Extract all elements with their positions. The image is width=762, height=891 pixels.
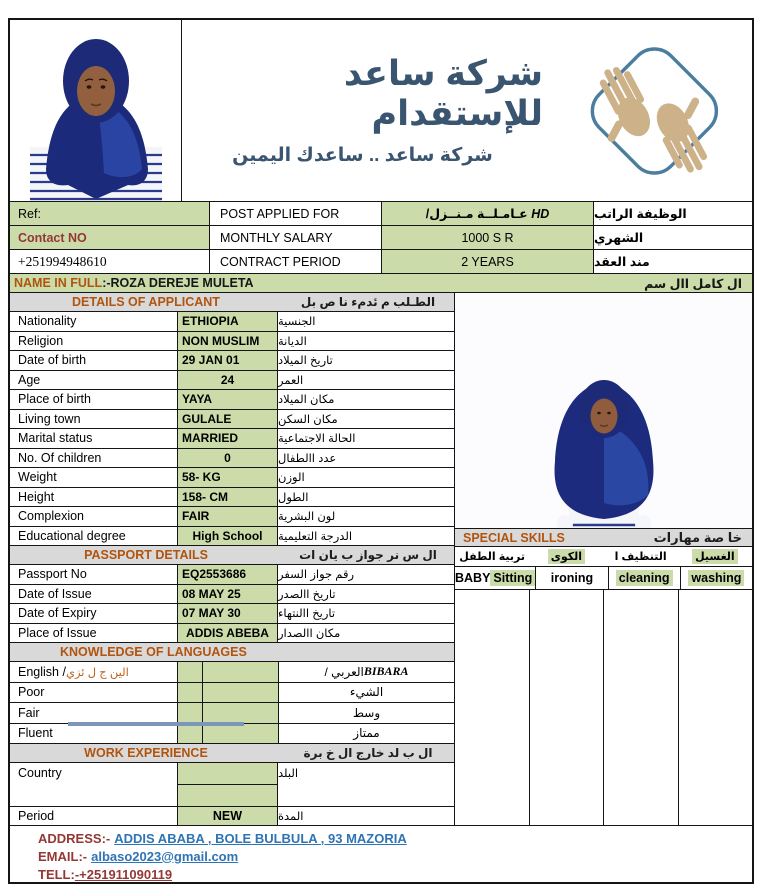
complexion-label: Complexion [10,507,178,526]
special-skills-title-ar: خا صة مهارات [653,529,742,545]
name-value: :-ROZA DEREJE MULETA [102,276,254,290]
contact-no-value: +251994948610 [10,250,210,273]
skill-check-cell[interactable] [604,590,679,825]
living-town-label-ar: مكان السكن [278,413,338,426]
post-applied-value-ar: عـامـلــة مـنــزل/ [425,207,528,221]
skill-washing [681,567,752,589]
weight-value: 58- KG [178,468,278,487]
skill-cleaning-label-ar: التنظيف ا [614,551,667,563]
marital-status-value: MARRIED [178,429,278,448]
nationality-label: Nationality [10,312,178,331]
living-town-value: GULALE [178,410,278,429]
full-body-photo-illustration [455,293,752,528]
table-row [10,807,454,825]
skill-baby-prefix: BABY [455,571,491,585]
passport-no-label-ar: رقم جواز السفر [278,569,355,582]
country-label: Country [10,763,178,806]
table-row [10,662,454,683]
nationality-label-ar: الجنسية [278,316,316,329]
table-row [10,371,454,391]
issue-date-label: Date of Issue [10,585,178,604]
post-applied-value-latin: HD [531,206,550,221]
country-value-cell[interactable] [178,785,277,806]
contract-period-label: CONTRACT PERIOD [210,250,382,273]
english-language-label [10,662,178,682]
religion-label: Religion [10,332,178,351]
english-label-en: English / [18,664,66,679]
work-experience-title-ar: ال ب لد خارج ال خ برة [303,746,433,760]
table-row [10,763,454,807]
height-value: 158- CM [178,488,278,507]
language-check-cell[interactable] [178,662,203,682]
skill-cleaning [609,567,681,589]
issue-date-label-ar: تاريخ االصدر [278,588,336,601]
details-section-header [10,293,454,312]
issue-date-value: 08 MAY 25 [178,585,278,604]
name-in-full-row [10,274,752,293]
special-skills-title: SPECIAL SKILLS [463,530,565,545]
name-label: NAME IN FULL [14,276,103,290]
english-label-ar: الين ج ل ئزي [65,666,129,679]
email-link[interactable]: albaso2023@gmail.com [91,848,239,864]
applicant-full-photo [455,293,752,528]
language-check-cell[interactable] [178,724,203,744]
complexion-label-ar: لون البشرية [278,511,336,524]
country-label-ar: البلد [278,768,299,780]
company-header [182,20,547,201]
level-poor-label-ar: الشيء [349,685,384,700]
languages-title: KNOWLEDGE OF LANGUAGES [60,645,247,659]
table-row [10,527,454,547]
address-line [38,829,752,847]
skill-ironing-label-ar [529,547,603,566]
email-label: EMAIL:- [38,848,88,864]
arabic-label-latin: BIBARA [363,664,409,679]
contact-footer [10,825,752,882]
table-row [10,202,752,226]
children-label: No. Of children [10,449,178,468]
skills-row [455,567,752,590]
level-fair-label-ar: وسط [352,705,381,720]
table-row [10,724,454,745]
name-label-ar: ال كامل اال سم [644,276,742,291]
company-name: شركة ساعد للإستقدام [343,54,543,133]
table-row [10,312,454,332]
photo-and-skills-column [455,293,752,825]
skill-ironing [536,567,608,589]
applicant-passport-photo [10,20,182,201]
language-check-cell[interactable] [178,703,203,723]
skill-check-cell[interactable] [455,590,530,825]
height-label: Height [10,488,178,507]
height-label-ar: الطول [278,491,309,504]
expiry-date-value: 07 MAY 30 [178,604,278,623]
living-town-label: Living town [10,410,178,429]
passport-title-ar: ال س نر جواز ب يان ات [299,548,437,562]
document-frame [8,18,754,884]
skill-washing-label-ar-text: الغسيل [692,549,738,564]
skill-baby-sitting [455,567,536,589]
language-check-cell[interactable] [203,683,279,703]
details-title-ar: الطـلب م ئدمء نا ص بل [300,295,436,309]
monthly-salary-label: MONTHLY SALARY [210,226,382,249]
skill-cleaning-text: cleaning [616,570,673,586]
table-row [10,703,454,724]
date-of-birth-label-ar: تاريخ الميلاد [278,355,333,368]
level-fluent-label: Fluent [10,724,178,744]
issue-place-label-ar: مكان االصدار [278,627,341,640]
period-label-ar: المدة [278,811,304,823]
date-of-birth-value: 29 JAN 01 [178,351,278,370]
skill-sitting-text: Sitting [490,570,535,586]
ref-label: Ref: [10,202,210,225]
children-value: 0 [178,449,278,468]
weight-label-ar: الوزن [278,472,305,485]
monthly-salary-value: 1000 S R [382,226,594,249]
languages-section-header [10,643,454,662]
country-value-cell[interactable] [178,763,277,785]
place-of-birth-value: YAYA [178,390,278,409]
work-experience-title: WORK EXPERIENCE [84,746,208,760]
address-label: ADDRESS:- [38,830,111,846]
marital-status-label-ar: الحالة الاجتماعية [278,433,356,446]
expiry-date-label-ar: تاريخ االنتهاء [278,608,336,621]
table-row [10,410,454,430]
top-info-table [10,202,752,274]
age-value: 24 [178,371,278,390]
table-row [10,488,454,508]
nationality-value: ETHIOPIA [178,312,278,331]
details-title: DETAILS OF APPLICANT [72,295,220,309]
table-row [10,332,454,352]
applicant-details-column [10,293,455,825]
passport-photo-illustration [16,29,176,201]
skills-empty-row [455,590,752,825]
table-row [10,250,752,274]
language-check-cell[interactable] [203,662,279,682]
table-row [10,624,454,644]
table-row [10,390,454,410]
religion-label-ar: الديانة [278,335,307,348]
arabic-label-ar: العربي / [324,664,364,679]
language-check-cell[interactable] [203,724,279,744]
complexion-value: FAIR [178,507,278,526]
skill-check-cell[interactable] [679,590,753,825]
education-value: High School [178,527,278,546]
table-row [10,351,454,371]
children-label-ar: عدد االطفال [278,452,337,465]
post-applied-value [382,202,594,225]
job-title-label-ar: الوظيفة الراتب [594,207,687,221]
company-logo [547,20,752,201]
company-tagline: شركة ساعد .. ساعدك اليمين [232,145,493,166]
table-row [10,449,454,469]
contact-no-label: Contact NO [10,226,210,249]
table-row [10,683,454,704]
tell-label: TELL: [38,866,75,882]
period-label: Period [10,807,178,825]
table-row [10,507,454,527]
age-label-ar: العمر [278,374,304,387]
contract-period-value: 2 YEARS [382,250,594,273]
level-fluent-label-ar: ممتاز [353,726,380,741]
issue-place-value: ADDIS ABEBA [178,624,278,643]
place-of-birth-label: Place of birth [10,390,178,409]
date-of-birth-label: Date of birth [10,351,178,370]
issue-place-label: Place of Issue [10,624,178,643]
passport-no-label: Passport No [10,565,178,584]
skill-ironing-text: ironing [550,571,594,585]
arabic-language-label [279,662,454,682]
special-skills-header [455,528,752,547]
age-label: Age [10,371,178,390]
document-header [10,20,752,202]
marital-status-label: Marital status [10,429,178,448]
post-applied-label: POST APPLIED FOR [210,202,382,225]
salary-label-ar: الشهري [594,231,644,245]
work-experience-section-header [10,744,454,763]
passport-section-header [10,546,454,565]
language-check-cell[interactable] [178,683,203,703]
passport-title: PASSPORT DETAILS [84,548,208,562]
tell-line [38,865,752,883]
skill-check-cell[interactable] [530,590,605,825]
weight-label: Weight [10,468,178,487]
expiry-date-label: Date of Expiry [10,604,178,623]
level-poor-label: Poor [10,683,178,703]
education-label: Educational degree [10,527,178,546]
hands-logo-icon [552,32,747,190]
skill-washing-label-ar [678,547,752,566]
table-row [10,429,454,449]
email-line [38,847,752,865]
table-row [10,585,454,605]
table-row [10,226,752,250]
tell-value: -+251911090119 [74,866,173,882]
table-row [10,604,454,624]
skill-babycare-label-ar: تربية الطفل [459,551,525,563]
skill-ironing-label-ar-text: الكوى [548,549,585,564]
education-label-ar: الدرجة التعليمية [278,530,353,543]
table-row [10,565,454,585]
period-value: NEW [178,807,278,825]
skills-arabic-row [455,547,752,567]
blue-divider-line [68,722,244,726]
place-of-birth-label-ar: مكان الميلاد [278,394,335,407]
table-row [10,468,454,488]
level-fair-label: Fair [10,703,178,723]
religion-value: NON MUSLIM [178,332,278,351]
passport-no-value: EQ2553686 [178,565,278,584]
skill-washing-text: washing [688,570,744,586]
contract-label-ar: مند العقد [594,255,650,269]
language-check-cell[interactable] [203,703,279,723]
address-value: ADDIS ABABA , BOLE BULBULA , 93 MAZORIA [114,830,407,846]
